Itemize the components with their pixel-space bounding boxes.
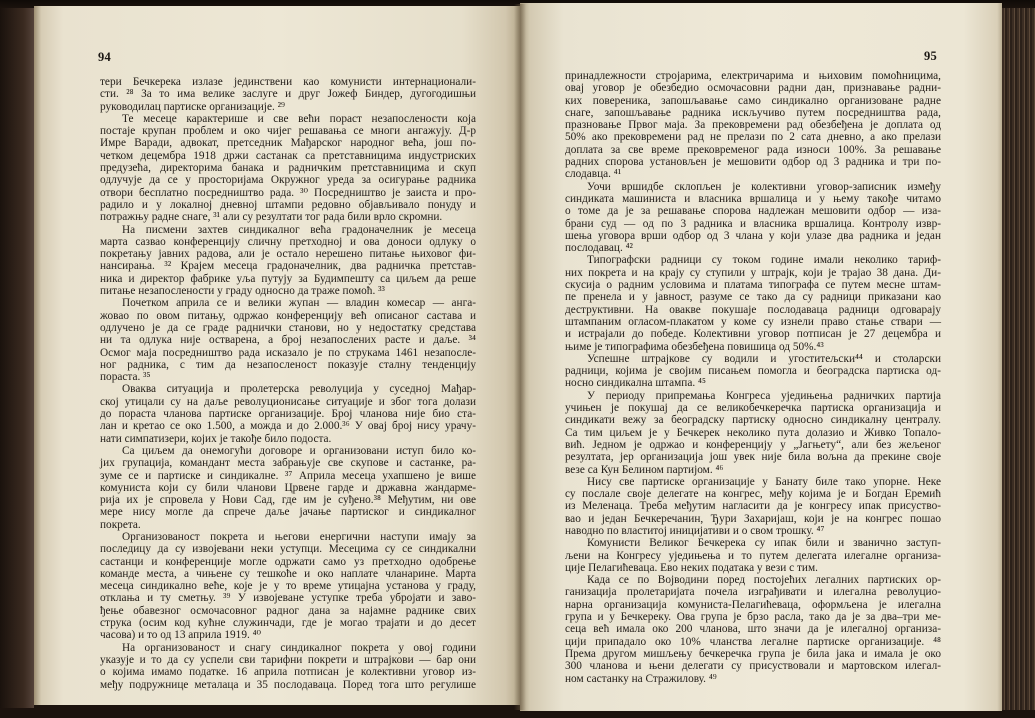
text-line: синдиката машиниста и власника вршалица и у њему такође читамо [565, 192, 941, 205]
text-line: Те месеце карактерише и све већи пораст незапослености која [122, 112, 476, 125]
text-line: лан и кретао се око 1.500, а можда и до 2.000.³⁶ У овај број нису урачу- [100, 420, 476, 433]
text-line: постаје крупан проблем и око чијег решавања се многи ангажују. Д-р [100, 125, 476, 138]
text-line: На организованост и снагу синдикалног покрета у овој години [122, 641, 476, 654]
text-line: Успешне штрајкове су водили и угоститељски⁴⁴ и столарски [587, 352, 941, 365]
paragraph [565, 353, 941, 390]
text-line: њиме је типографима обезбеђена повишица од 50%.⁴³ [565, 340, 824, 353]
text-line: синдикати вежу за београдску партиску односно синдикалну централу. [565, 414, 941, 427]
text-line: указује и то да су успели сви тарифни покрети и штрајкови — бар они [100, 653, 476, 666]
text-line: послодавац. ⁴² [565, 242, 633, 255]
text-line: снаге, запошљавање радника искључиво путем посредништва рада, [565, 106, 941, 119]
text-line: до пораста чланова партиске организације. Број чланова није био ста- [100, 408, 476, 421]
text-line: струка (осим код кућне служинчади, где је могао трајати и до десет [100, 617, 476, 630]
text-line: учињен је покушај да се великобечкеречка партиска организација и [565, 402, 941, 415]
text-line: отклања и ту сметњу. ³⁹ У извојеване уступке треба убројати и заво- [100, 592, 476, 605]
text-line: Почетком априла се и велики жупан — владин комесар — анга- [122, 297, 476, 310]
text-line: радило и у локалној дневној штампи редовно објављивало понуду и [100, 198, 476, 211]
text-line: резултата, јер организација још увек није била вољна да прекине своје [565, 451, 941, 464]
text-line: вић. Једном је одржао и конференцију у „Јагњету“, али без жељеног [565, 438, 941, 451]
text-line: Комунисти Великог Бечкерека су ипак били и званично заступ- [587, 537, 941, 550]
text-line: Осмог маја посредништво рада исказало је по струкама 1461 незапосле- [100, 346, 476, 359]
text-line: покрета. [100, 518, 141, 531]
text-line: и истрајали до победе. Колективни уговор потписан је 27 децембра и [565, 328, 941, 341]
paragraph [565, 574, 941, 685]
book-gutter [514, 4, 526, 710]
text-line: радници, којима је својим писањем помогла и београдска партиска од- [565, 365, 941, 378]
text-line: радних спорова установљен је мешовити одбор од 3 радника и три по- [565, 156, 941, 169]
text-line: носно синдикална штампа. ⁴⁵ [565, 377, 706, 390]
text-line: часова) и то од 13 априла 1919. ⁴⁰ [100, 629, 262, 642]
text-line: зуме се и партиске и синдикалне. ³⁷ Априла месеца ухапшено је више [100, 469, 476, 482]
text-line: отвори бесплатно посредништво рада. ³⁰ Посредништво је заиста и про- [100, 186, 476, 199]
text-line: питање незапослености у граду односно да траже помоћ. ³³ [100, 285, 385, 298]
text-line: о томе да је за решавање спорова надлежан мешовити одбор — иза- [565, 205, 941, 218]
text-line: Уочи вршидбе склопљен је колективни уговор-записник између [587, 180, 941, 193]
text-line: сеца већ имала око 200 чланова, што значи да је илегалној организа- [565, 623, 941, 636]
text-line: ких повереника, запошљавање само синдикално организоване радне [565, 94, 941, 107]
text-line: ника и директор фабрике уља путују за Будимпешту са циљем да реше [100, 272, 476, 285]
text-line: сти. ²⁸ За то има велике заслуге и друг Јожеф Биндер, дугогодишњи [100, 88, 476, 101]
text-line: ђење обавезног осмочасовног радног дана за најамне раднике свих [100, 604, 476, 617]
text-line: састанци и конференције могле одржати само уз претходно одобрење [100, 555, 476, 568]
paragraph [100, 76, 476, 113]
paragraph [100, 297, 476, 383]
text-line: 50% ако прековремени рад не прелази по 2 сата дневно, а ако прелази [565, 131, 941, 144]
page-text [565, 70, 941, 685]
text-line: ције Пелагићеваца. Ево неких података у вези с тим. [565, 561, 818, 574]
paragraph [100, 642, 476, 691]
text-line: тери Бечкерека излазе јединствени као комунисти интернационали- [100, 76, 476, 88]
text-line: везе са Кун Белином партијом. ⁴⁶ [565, 463, 724, 476]
paragraph [565, 476, 941, 537]
paragraph [565, 181, 941, 255]
text-line: Оваква ситуација и пролетерска револуција у суседној Мађар- [122, 383, 476, 396]
text-line: штампаним огласом-плакатом у коме су изнели право стање ствари — [565, 315, 941, 328]
text-line: слодавца. ⁴¹ [565, 168, 622, 181]
text-line: пораста. ³⁵ [100, 371, 151, 384]
text-line: ном састанку на Стражилову. ⁴⁹ [565, 672, 717, 685]
text-line: нарна организација комуниста-Пелагићеваца, оформљена је илегална [565, 598, 941, 611]
text-line: Организованост покрета и његови енергични наступи имају за [122, 530, 476, 543]
paragraph [100, 531, 476, 642]
text-line: них покрета и на крају су ступили у штрајк, који је трајао 38 дана. Ди- [565, 266, 941, 279]
text-line: марта сазвао конференцију сличну претходној и ова доноси одлуку о [100, 235, 476, 248]
text-line: жовао по овом питању, одржао конференцију већ описаног састава и [100, 309, 476, 322]
text-line: су послале своје делегате на конгрес, међу којима је и Богдан Еремић [565, 488, 941, 501]
book-cover-edge-left [0, 8, 34, 708]
paragraph [100, 445, 476, 531]
text-line: нансирања. ³² Крајем месеца градоначелник, два радничка претстав- [100, 260, 476, 273]
text-line: одлучује да се у просторијама Окружног уреда за осигурање радника [100, 174, 476, 187]
text-line: Имре Варади, адвокат, претседник Мађарског народног већа, још по- [100, 137, 476, 150]
paragraph [565, 537, 941, 574]
text-line: На писмени захтев синдикалног већа градоначелник је месеца [122, 223, 476, 236]
text-line: команде места, а чињене су тешкоће и око наплате чланарине. Марта [100, 567, 476, 580]
text-line: шења уговора врши одбор од 3 члана у који улазе два радника и један [565, 229, 941, 242]
text-line: скусија о радним условима и платама типографа се путем месне штам- [565, 279, 941, 292]
text-line: предузећа, директорима банака и радничким претставницима и скуп [100, 162, 476, 175]
text-line: међу подружнице металаца и 35 послодаваца. Поред тога што регулише [100, 678, 476, 691]
text-line: јих групација, командант места забрањује све скупове и састанке, ра- [100, 457, 476, 470]
text-line: покретању јавних радова, али је остало нерешено питање њиховог фи- [100, 248, 476, 261]
text-line: ганизација пролетаријата почела изграђивати и илегална револуцио- [565, 586, 941, 599]
text-line: овај уговор је обезбедио осмочасовни радни дан, признавање радни- [565, 82, 941, 95]
text-line: ни та одлука није остварена, а број незапослених расте и даље. ³⁴ [100, 334, 476, 347]
text-line: мере нису могле да спрече даље јачање партиског и синдикалног [100, 506, 476, 519]
page-stack-edge-right [1002, 8, 1035, 710]
paragraph [100, 113, 476, 224]
text-line: доплата за све време прековременог рада износи 100%. За решавање [565, 143, 941, 156]
page-number: 95 [924, 49, 938, 63]
text-line: ног радника, с тим да незапосленост показује сталну тенденцију [100, 358, 476, 371]
text-line: Нису све партиске организације у Банату биле тако упорне. Неке [587, 475, 941, 488]
text-line: нати симпатизери, којих је такође било подоста. [100, 432, 332, 445]
page-right [520, 3, 1002, 711]
text-line: Са тим циљем је у Бечкерек неколико пута долазио и Живко Топало- [565, 426, 941, 439]
text-line: група и у Бечкереку. Ова група је брзо расла, тако да је за два–три ме- [565, 611, 941, 624]
text-line: одлучено је да се граде раднички станови, но у недостатку средстава [100, 321, 476, 334]
text-line: 300 чланова и њени делегати су присуствовали и мартовском илегал- [565, 660, 941, 673]
text-line: месеца синдикално веће, које је у то време утицајна установа у граду, [100, 580, 476, 593]
text-line: брани суд — од по 3 радника и власника вршалица. Контролу извр- [565, 217, 941, 230]
text-line: У периоду припремања Конгреса уједињења радничких партија [587, 389, 941, 402]
text-line: Када се по Војводини поред постојећих легалних партиских ор- [587, 574, 941, 587]
text-line: рија их је спровела у Нови Сад, где им је суђено.³⁸ Међутим, ни ове [100, 494, 476, 507]
text-line: четком децембра 1918 држи састанак са претставницима индустриских [100, 149, 476, 162]
text-line: потражњу радне снаге, ³¹ али су резултати тог рада били врло скромни. [100, 211, 443, 224]
text-line: из Меленаца. Треба међутим нагласити да је конгресу ипак присуство- [565, 500, 941, 513]
text-line: принадлежности стројарима, електричарима и њиховим помоћницима, [565, 70, 941, 82]
text-line: Типографски радници су током године имали неколико тариф- [587, 254, 941, 267]
paragraph [565, 70, 941, 181]
paragraph [100, 224, 476, 298]
text-line: комуниста који су били чланови Црвене гарде и државна жандарме- [100, 481, 476, 494]
paragraph [565, 254, 941, 352]
text-line: последицу да су извојевани неки уступци. Месецима су се синдикални [100, 543, 476, 556]
text-line: руководилац партиске организације. ²⁹ [100, 100, 285, 113]
text-line: наводно по властитој иницијативи и о свом трошку. ⁴⁷ [565, 524, 825, 537]
text-line: о којима имамо податке. 16 априла потписан је колективни уговор из- [100, 666, 476, 679]
text-line: Са циљем да онемогући договоре и организовани иступ било ко- [122, 444, 476, 457]
text-line: вао и један Бечкеречанин, Ђури Захаријаш, који је на конгрес пошао [565, 512, 941, 525]
page-left [34, 6, 520, 705]
page-text [100, 76, 476, 691]
text-line: цији припадало око 10% чланства легалне партиске организације. ⁴⁸ [565, 635, 941, 648]
paragraph [565, 390, 941, 476]
text-line: Према другом мишљењу бечкеречка група је била јака и имала је око [565, 647, 941, 660]
text-line: ској утицали су на даље револуционисање ситуације и због тога долази [100, 395, 476, 408]
paragraph [100, 383, 476, 444]
text-line: љени на Конгресу уједињења и то путем делегата илегалне организа- [565, 549, 941, 562]
page-number: 94 [98, 50, 112, 64]
text-line: пе пренела и у јавност, разуме се тако да су радници приказани као [565, 291, 941, 304]
text-line: празновање Првог маја. За прековремени рад обезбеђена је доплата од [565, 119, 941, 132]
text-line: деструктивни. На овакве покушаје послодаваца радници одговарају [565, 303, 941, 316]
